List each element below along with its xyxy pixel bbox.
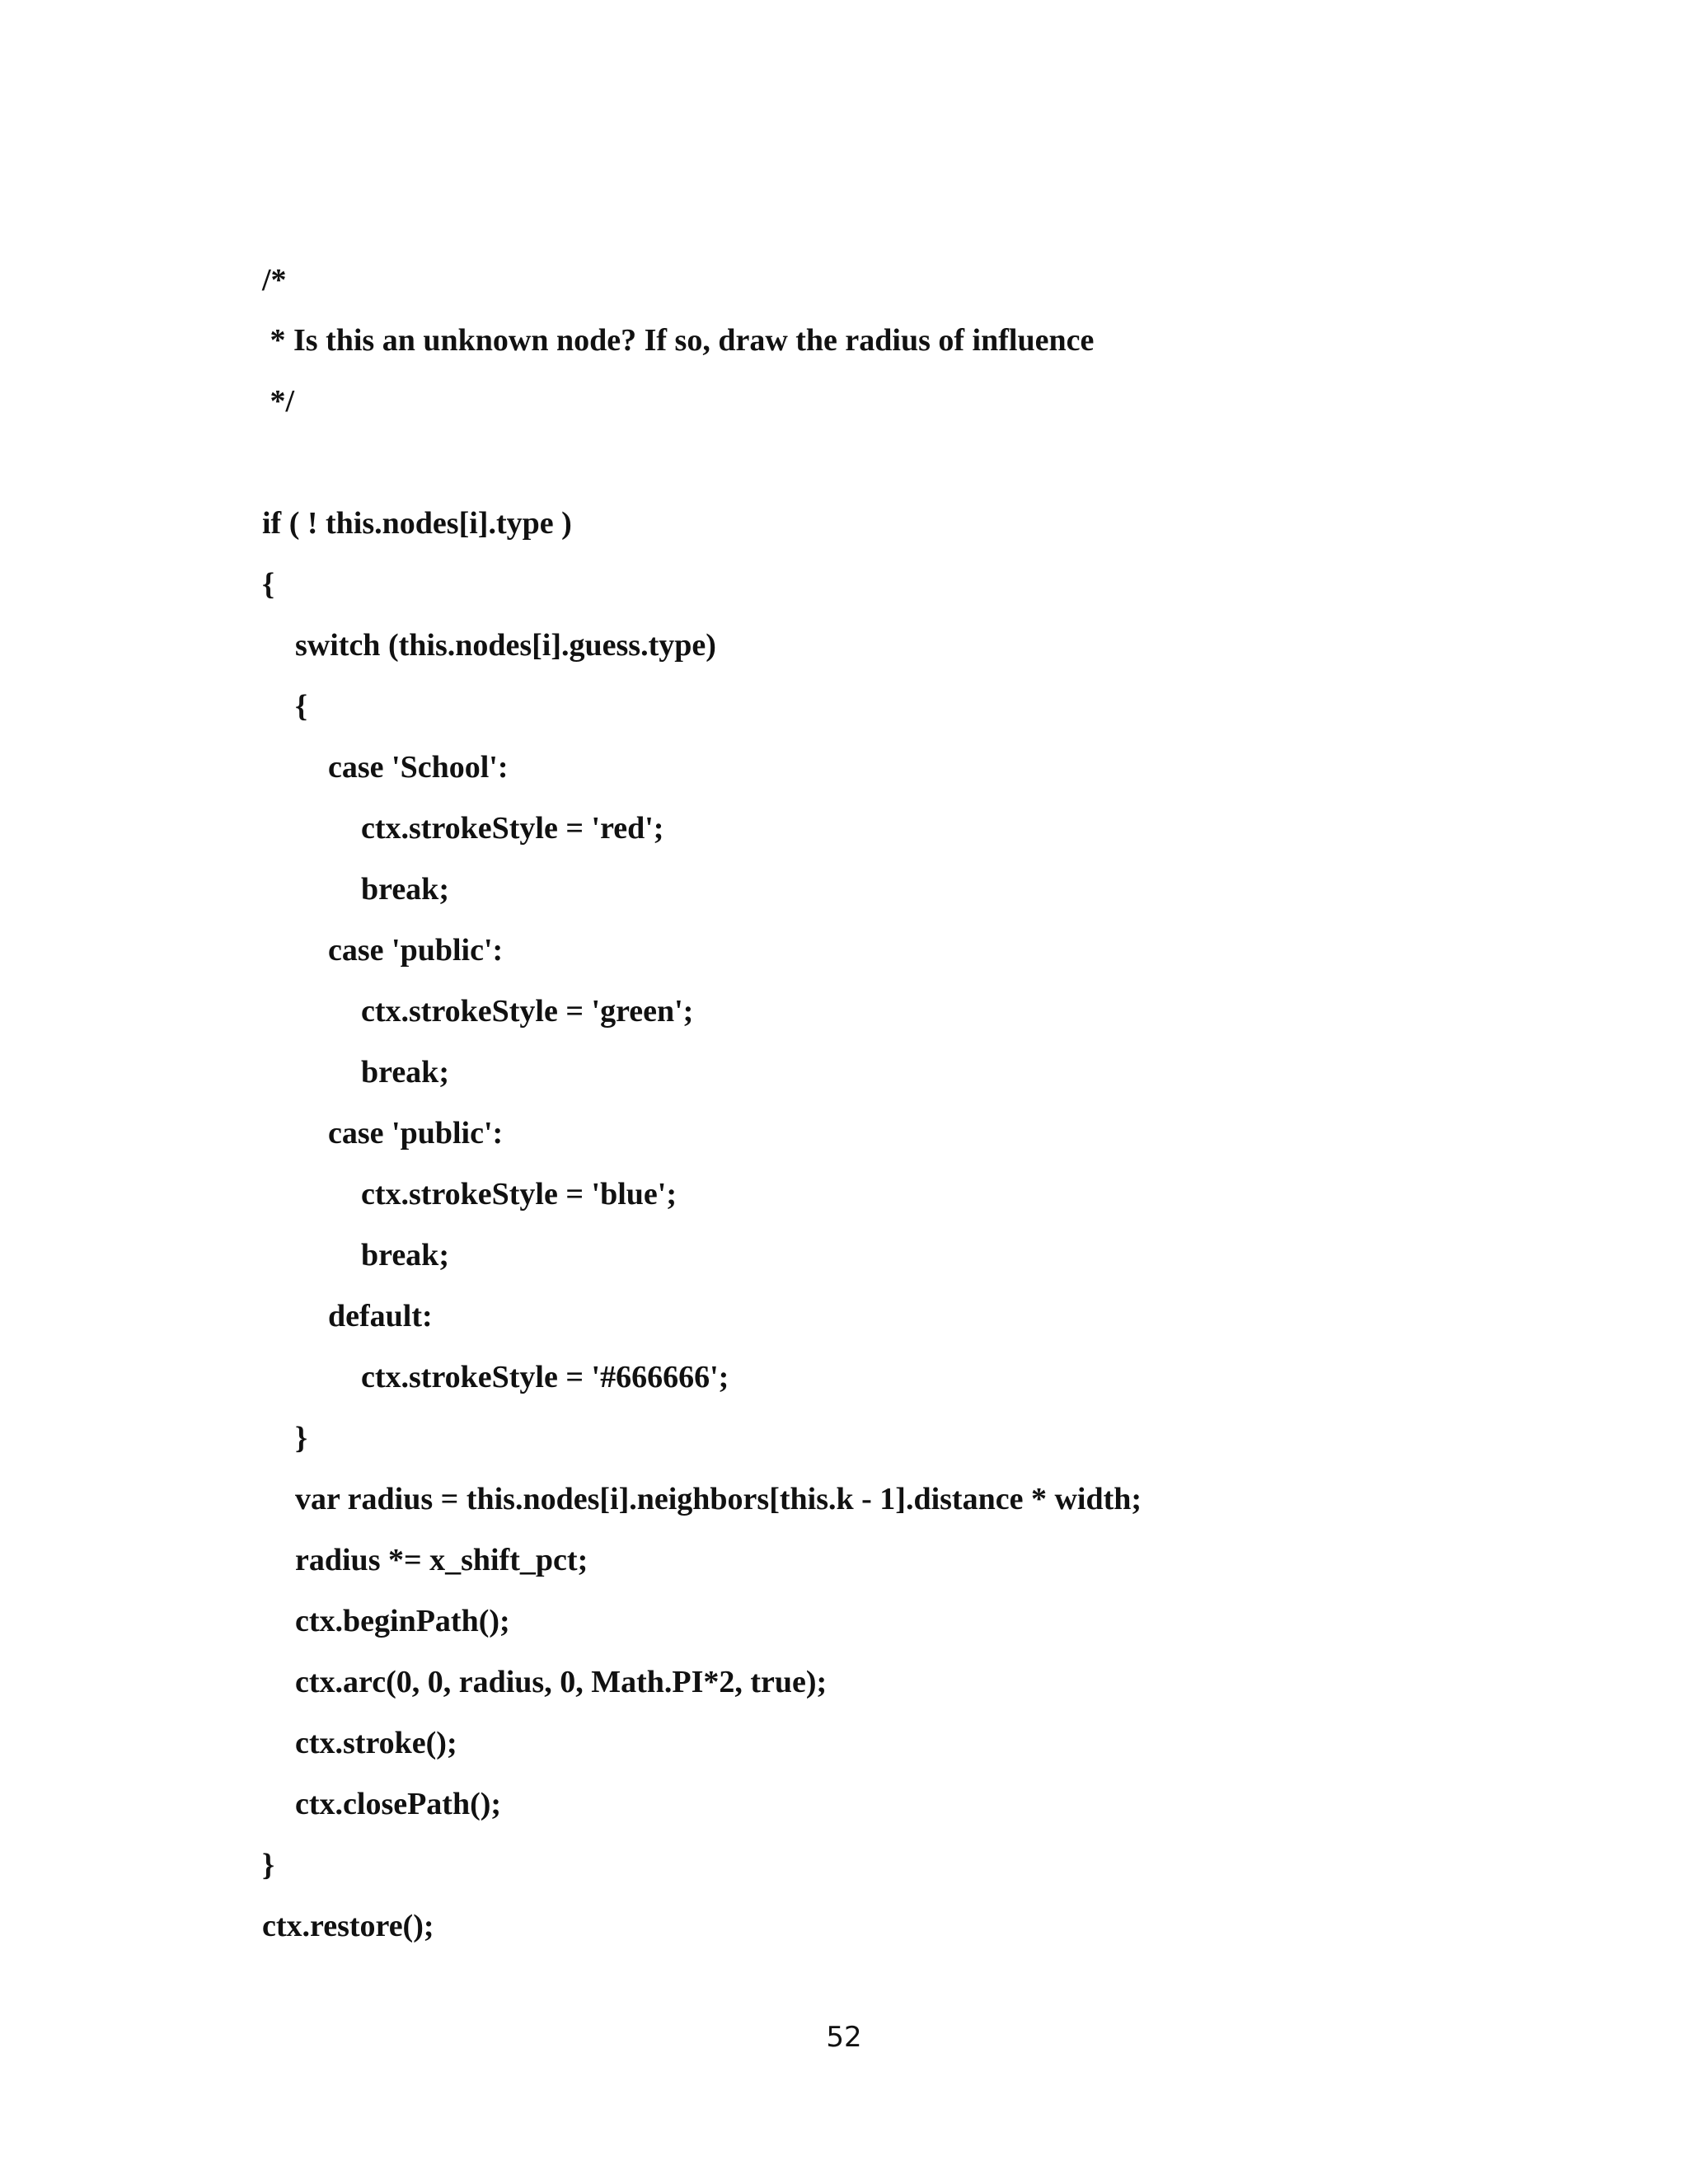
code-line-stroke-default: ctx.strokeStyle = '#666666'; (361, 1360, 729, 1394)
code-line-switch: switch (this.nodes[i].guess.type) (295, 628, 716, 663)
code-line-stroke-green: ctx.strokeStyle = 'green'; (361, 994, 694, 1029)
code-line-stroke-blue: ctx.strokeStyle = 'blue'; (361, 1177, 677, 1212)
code-line-comment-text: * Is this an unknown node? If so, draw the radius of influence (262, 323, 1095, 358)
code-line-break-2: break; (361, 1055, 449, 1090)
code-line-stroke-red: ctx.strokeStyle = 'red'; (361, 811, 664, 846)
page-number: 52 (826, 2021, 862, 2054)
code-line-comment-open: /* (262, 263, 287, 298)
code-line-if-statement: if ( ! this.nodes[i].type ) (262, 506, 572, 541)
code-line-break-1: break; (361, 872, 449, 907)
code-line-radius-scale: radius *= x_shift_pct; (295, 1543, 588, 1577)
code-line-switch-brace-close: } (295, 1421, 307, 1455)
code-line-case-public-1: case 'public': (328, 933, 504, 968)
code-line-break-3: break; (361, 1238, 449, 1272)
code-line-switch-brace-open: { (295, 689, 307, 724)
code-line-var-radius: var radius = this.nodes[i].neighbors[this.k - 1].distance * width; (295, 1482, 1142, 1516)
code-line-restore: ctx.restore(); (262, 1909, 434, 1943)
code-line-arc: ctx.arc(0, 0, radius, 0, Math.PI*2, true); (295, 1665, 828, 1699)
code-line-begin-path: ctx.beginPath(); (295, 1604, 510, 1638)
code-line-if-brace-open: { (262, 567, 274, 602)
code-line-close-path: ctx.closePath(); (295, 1787, 502, 1821)
code-line-stroke: ctx.stroke(); (295, 1726, 457, 1760)
code-line-case-school: case 'School': (328, 750, 509, 785)
code-line-case-public-2: case 'public': (328, 1116, 504, 1151)
code-line-if-brace-close: } (262, 1848, 274, 1882)
code-line-comment-close: */ (262, 384, 295, 419)
code-line-default: default: (328, 1299, 433, 1333)
